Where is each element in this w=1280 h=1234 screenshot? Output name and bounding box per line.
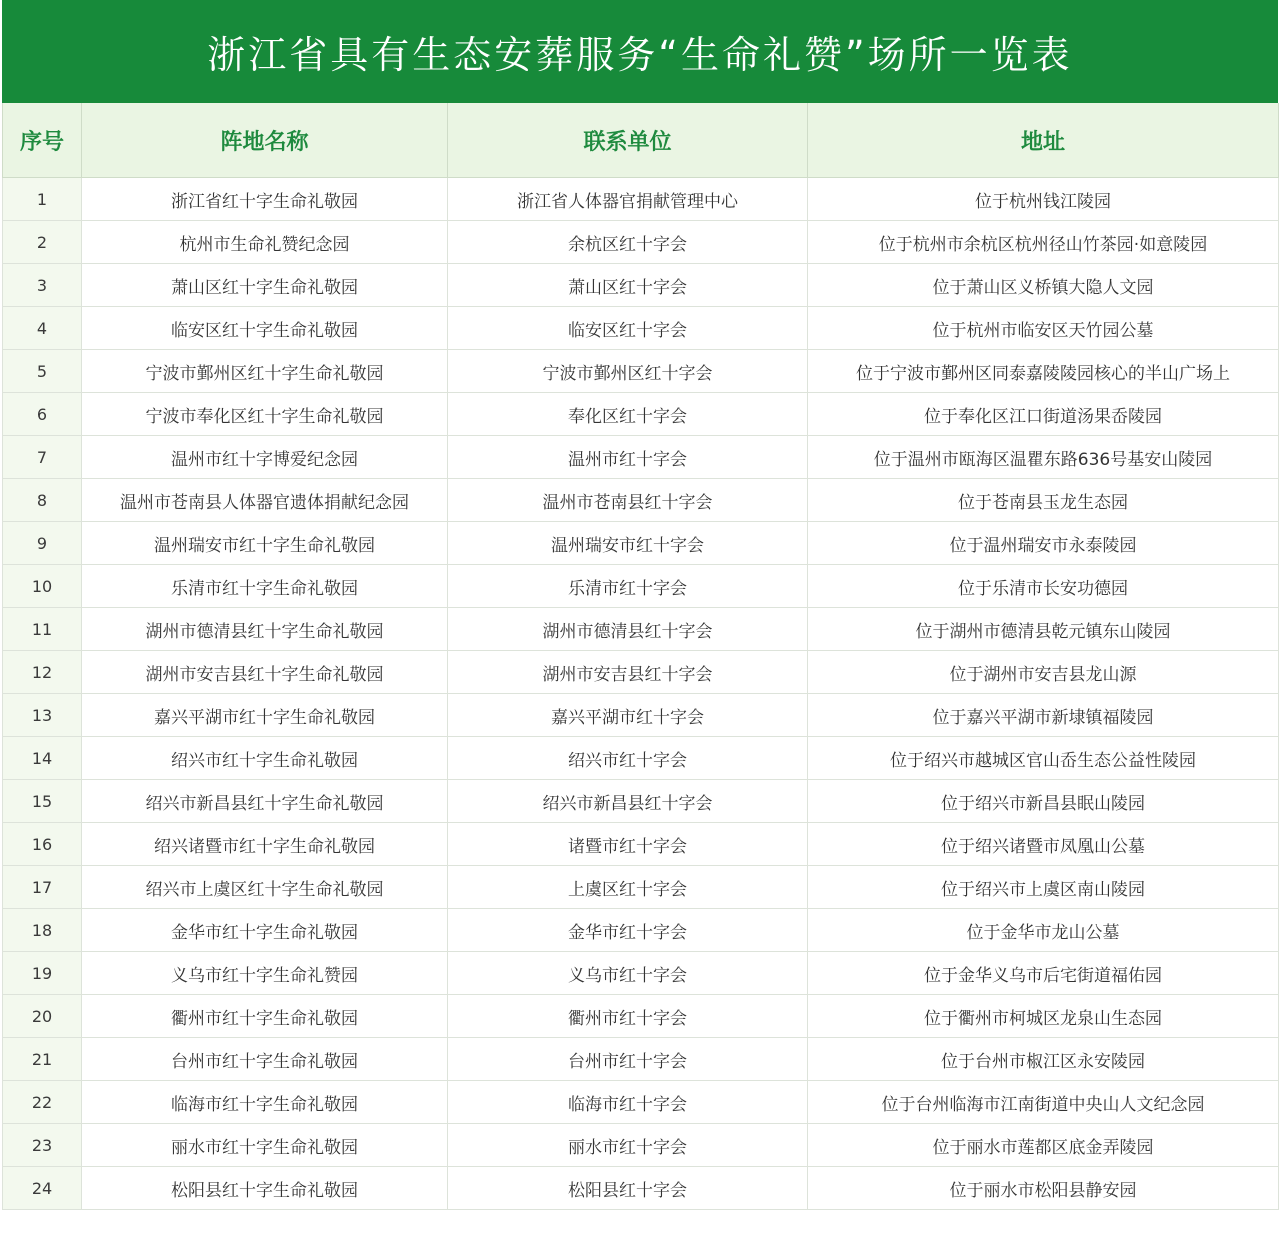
cell-site-name: 绍兴市上虞区红十字生命礼敬园 [82, 866, 448, 909]
table-row [3, 1124, 1279, 1167]
table-row [3, 393, 1279, 436]
cell-address: 位于杭州市临安区天竹园公墓 [808, 307, 1279, 350]
cell-site-name: 金华市红十字生命礼敬园 [82, 909, 448, 952]
cell-site-name: 浙江省红十字生命礼敬园 [82, 178, 448, 221]
cell-index: 1 [3, 178, 82, 221]
cell-address: 位于乐清市长安功德园 [808, 565, 1279, 608]
cell-site-name: 温州市苍南县人体器官遗体捐献纪念园 [82, 479, 448, 522]
cell-contact-unit: 萧山区红十字会 [448, 264, 808, 307]
cell-index: 11 [3, 608, 82, 651]
cell-contact-unit: 台州市红十字会 [448, 1038, 808, 1081]
cell-contact-unit: 余杭区红十字会 [448, 221, 808, 264]
cell-index: 5 [3, 350, 82, 393]
cell-contact-unit: 金华市红十字会 [448, 909, 808, 952]
cell-index: 7 [3, 436, 82, 479]
cell-index: 8 [3, 479, 82, 522]
header-contact-unit: 联系单位 [448, 103, 808, 178]
cell-address: 位于绍兴市越城区官山岙生态公益性陵园 [808, 737, 1279, 780]
cell-contact-unit: 衢州市红十字会 [448, 995, 808, 1038]
cell-site-name: 萧山区红十字生命礼敬园 [82, 264, 448, 307]
sites-table [2, 103, 1279, 1210]
cell-address: 位于丽水市松阳县静安园 [808, 1167, 1279, 1210]
cell-site-name: 宁波市鄞州区红十字生命礼敬园 [82, 350, 448, 393]
cell-site-name: 绍兴诸暨市红十字生命礼敬园 [82, 823, 448, 866]
table-row [3, 909, 1279, 952]
cell-address: 位于绍兴市新昌县眠山陵园 [808, 780, 1279, 823]
header-address: 地址 [808, 103, 1279, 178]
table-header [3, 103, 1279, 178]
cell-index: 19 [3, 952, 82, 995]
cell-index: 24 [3, 1167, 82, 1210]
cell-contact-unit: 温州市苍南县红十字会 [448, 479, 808, 522]
table-row [3, 737, 1279, 780]
cell-index: 23 [3, 1124, 82, 1167]
cell-index: 6 [3, 393, 82, 436]
cell-contact-unit: 临海市红十字会 [448, 1081, 808, 1124]
cell-index: 9 [3, 522, 82, 565]
title-bar [2, 0, 1278, 103]
cell-address: 位于温州瑞安市永泰陵园 [808, 522, 1279, 565]
cell-site-name: 乐清市红十字生命礼敬园 [82, 565, 448, 608]
cell-index: 4 [3, 307, 82, 350]
cell-site-name: 衢州市红十字生命礼敬园 [82, 995, 448, 1038]
cell-contact-unit: 上虞区红十字会 [448, 866, 808, 909]
cell-index: 16 [3, 823, 82, 866]
table-row [3, 995, 1279, 1038]
cell-contact-unit: 乐清市红十字会 [448, 565, 808, 608]
cell-address: 位于金华义乌市后宅街道福佑园 [808, 952, 1279, 995]
header-index: 序号 [3, 103, 82, 178]
cell-site-name: 台州市红十字生命礼敬园 [82, 1038, 448, 1081]
cell-address: 位于台州临海市江南街道中央山人文纪念园 [808, 1081, 1279, 1124]
table-row [3, 307, 1279, 350]
table-row [3, 694, 1279, 737]
cell-site-name: 临海市红十字生命礼敬园 [82, 1081, 448, 1124]
cell-address: 位于宁波市鄞州区同泰嘉陵陵园核心的半山广场上 [808, 350, 1279, 393]
cell-address: 位于苍南县玉龙生态园 [808, 479, 1279, 522]
cell-site-name: 绍兴市新昌县红十字生命礼敬园 [82, 780, 448, 823]
cell-index: 10 [3, 565, 82, 608]
table-row [3, 608, 1279, 651]
cell-address: 位于湖州市安吉县龙山源 [808, 651, 1279, 694]
cell-index: 13 [3, 694, 82, 737]
cell-address: 位于温州市瓯海区温瞿东路636号基安山陵园 [808, 436, 1279, 479]
cell-site-name: 温州市红十字博爱纪念园 [82, 436, 448, 479]
cell-site-name: 湖州市安吉县红十字生命礼敬园 [82, 651, 448, 694]
table-row [3, 436, 1279, 479]
table-row [3, 866, 1279, 909]
cell-site-name: 丽水市红十字生命礼敬园 [82, 1124, 448, 1167]
cell-site-name: 杭州市生命礼赞纪念园 [82, 221, 448, 264]
cell-contact-unit: 奉化区红十字会 [448, 393, 808, 436]
cell-index: 14 [3, 737, 82, 780]
cell-contact-unit: 温州市红十字会 [448, 436, 808, 479]
cell-index: 18 [3, 909, 82, 952]
cell-address: 位于杭州钱江陵园 [808, 178, 1279, 221]
cell-site-name: 临安区红十字生命礼敬园 [82, 307, 448, 350]
cell-contact-unit: 临安区红十字会 [448, 307, 808, 350]
cell-contact-unit: 宁波市鄞州区红十字会 [448, 350, 808, 393]
cell-contact-unit: 温州瑞安市红十字会 [448, 522, 808, 565]
cell-index: 15 [3, 780, 82, 823]
cell-contact-unit: 湖州市德清县红十字会 [448, 608, 808, 651]
table-row [3, 178, 1279, 221]
table-row [3, 1081, 1279, 1124]
cell-contact-unit: 浙江省人体器官捐献管理中心 [448, 178, 808, 221]
page-title: 浙江省具有生态安葬服务“生命礼赞”场所一览表 [207, 33, 1073, 77]
cell-index: 20 [3, 995, 82, 1038]
cell-contact-unit: 湖州市安吉县红十字会 [448, 651, 808, 694]
cell-contact-unit: 绍兴市新昌县红十字会 [448, 780, 808, 823]
cell-contact-unit: 绍兴市红十字会 [448, 737, 808, 780]
cell-index: 2 [3, 221, 82, 264]
cell-site-name: 温州瑞安市红十字生命礼敬园 [82, 522, 448, 565]
cell-address: 位于台州市椒江区永安陵园 [808, 1038, 1279, 1081]
table-row [3, 651, 1279, 694]
cell-index: 3 [3, 264, 82, 307]
table-body [3, 178, 1279, 1210]
cell-site-name: 嘉兴平湖市红十字生命礼敬园 [82, 694, 448, 737]
cell-site-name: 义乌市红十字生命礼赞园 [82, 952, 448, 995]
cell-index: 21 [3, 1038, 82, 1081]
cell-address: 位于绍兴诸暨市凤凰山公墓 [808, 823, 1279, 866]
document-sheet [2, 0, 1278, 1210]
cell-address: 位于绍兴市上虞区南山陵园 [808, 866, 1279, 909]
cell-site-name: 湖州市德清县红十字生命礼敬园 [82, 608, 448, 651]
cell-contact-unit: 诸暨市红十字会 [448, 823, 808, 866]
table-row [3, 565, 1279, 608]
table-row [3, 479, 1279, 522]
cell-contact-unit: 松阳县红十字会 [448, 1167, 808, 1210]
cell-contact-unit: 丽水市红十字会 [448, 1124, 808, 1167]
table-row [3, 780, 1279, 823]
header-site-name: 阵地名称 [82, 103, 448, 178]
table-row [3, 952, 1279, 995]
cell-index: 17 [3, 866, 82, 909]
cell-site-name: 绍兴市红十字生命礼敬园 [82, 737, 448, 780]
cell-contact-unit: 义乌市红十字会 [448, 952, 808, 995]
table-row [3, 823, 1279, 866]
cell-address: 位于萧山区义桥镇大隐人文园 [808, 264, 1279, 307]
cell-index: 12 [3, 651, 82, 694]
cell-contact-unit: 嘉兴平湖市红十字会 [448, 694, 808, 737]
header-row [3, 103, 1279, 178]
table-row [3, 221, 1279, 264]
cell-site-name: 宁波市奉化区红十字生命礼敬园 [82, 393, 448, 436]
table-row [3, 1038, 1279, 1081]
cell-address: 位于金华市龙山公墓 [808, 909, 1279, 952]
table-row [3, 522, 1279, 565]
cell-address: 位于湖州市德清县乾元镇东山陵园 [808, 608, 1279, 651]
cell-address: 位于嘉兴平湖市新埭镇福陵园 [808, 694, 1279, 737]
cell-address: 位于衢州市柯城区龙泉山生态园 [808, 995, 1279, 1038]
cell-address: 位于杭州市余杭区杭州径山竹茶园·如意陵园 [808, 221, 1279, 264]
cell-site-name: 松阳县红十字生命礼敬园 [82, 1167, 448, 1210]
table-row [3, 1167, 1279, 1210]
cell-address: 位于丽水市莲都区底金弄陵园 [808, 1124, 1279, 1167]
cell-address: 位于奉化区江口街道汤果岙陵园 [808, 393, 1279, 436]
table-row [3, 350, 1279, 393]
cell-index: 22 [3, 1081, 82, 1124]
table-row [3, 264, 1279, 307]
